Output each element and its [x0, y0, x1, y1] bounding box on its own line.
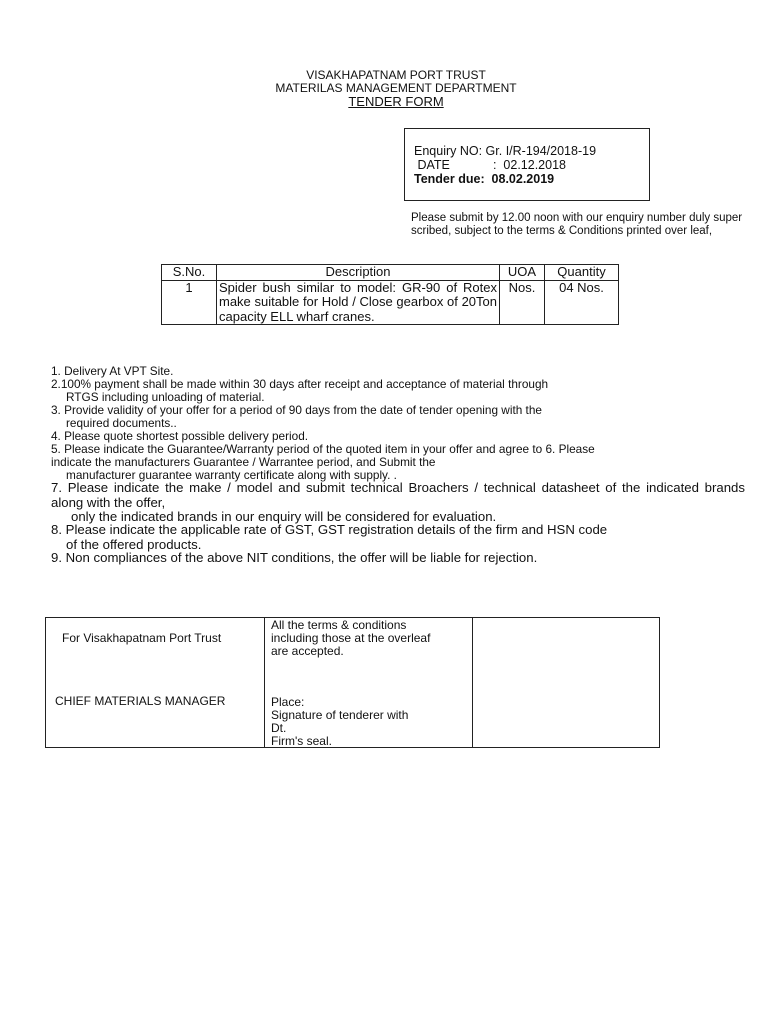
header-description: Description: [217, 265, 500, 281]
row-uoa: Nos.: [500, 280, 545, 325]
condition-5-line-1: 5. Please indicate the Guarantee/Warranty period of the quoted item in your offer and agree to 6. Please: [51, 442, 595, 456]
signature-table: [45, 617, 660, 748]
condition-5: [51, 443, 745, 483]
signature-divider-1: [264, 618, 265, 747]
header-uoa: UOA: [500, 265, 545, 281]
header-quantity: Quantity: [545, 265, 619, 281]
condition-5-line-2: indicate the manufacturers Guarantee / Warrantee period, and Submit the: [51, 455, 436, 470]
condition-3-line-1: 3. Provide validity of your offer for a period of 90 days from the date of tender opening with the: [51, 403, 542, 417]
signature-divider-2: [472, 618, 473, 747]
condition-9: 9. Non compliances of the above NIT conditions, the offer will be liable for rejection.: [51, 550, 538, 565]
condition-7: [51, 481, 745, 525]
tender-due: Tender due: 08.02.2019: [414, 172, 555, 186]
row-description: Spider bush similar to model: GR-90 of Rotex make suitable for Hold / Close gearbox of 20Ton capacity ELL wharf cranes.: [217, 280, 500, 325]
condition-2-line-1: 2.100% payment shall be made within 30 days after receipt and acceptance of material through: [51, 377, 549, 391]
row-quantity: 04 Nos.: [545, 280, 619, 325]
table-header-row: [162, 265, 619, 281]
terms-line-2: including those at the overleaf: [271, 631, 431, 645]
condition-3: [51, 404, 745, 430]
condition-4: 4. Please quote shortest possible delivery period.: [51, 429, 309, 443]
form-title: TENDER FORM: [348, 94, 444, 109]
enquiry-number: Enquiry NO: Gr. I/R-194/2018-19: [414, 144, 597, 158]
condition-2-line-2: RTGS including unloading of material.: [66, 390, 265, 405]
department-name: MATERILAS MANAGEMENT DEPARTMENT: [275, 81, 517, 95]
signature-label: Signature of tenderer with: [271, 708, 409, 722]
firm-seal-label: Firm's seal.: [271, 734, 332, 748]
terms-line-1: All the terms & conditions: [271, 618, 407, 632]
condition-7-line-2: only the indicated brands in our enquiry will be considered for evaluation.: [71, 509, 497, 524]
condition-8-line-2: of the offered products.: [66, 536, 202, 552]
org-name: VISAKHAPATNAM PORT TRUST: [306, 68, 486, 82]
enquiry-date-label: DATE: [414, 158, 450, 172]
for-port-trust: For Visakhapatnam Port Trust: [62, 631, 222, 645]
submission-note: Please submit by 12.00 noon with our enquiry number duly super scribed, subject to the terms & Conditions printed over leaf,: [411, 212, 743, 237]
condition-1: 1. Delivery At VPT Site.: [51, 364, 174, 378]
condition-8-line-1: 8. Please indicate the applicable rate of GST, GST registration details of the firm and HSN code: [51, 522, 608, 537]
chief-materials-manager: CHIEF MATERIALS MANAGER: [55, 694, 226, 708]
items-table: [161, 264, 619, 325]
table-row: [162, 280, 619, 325]
enquiry-date-value: : 02.12.2018: [493, 158, 566, 172]
condition-3-line-2: required documents..: [66, 416, 177, 431]
condition-5-line-3: manufacturer guarantee warranty certificate along with supply. .: [66, 468, 397, 483]
condition-8: [51, 523, 745, 552]
header-sno: S.No.: [162, 265, 217, 281]
row-sno: 1: [162, 280, 217, 325]
place-label: Place:: [271, 695, 305, 709]
terms-line-3: are accepted.: [271, 644, 344, 658]
condition-2: [51, 378, 745, 404]
date-label: Dt.: [271, 721, 287, 735]
condition-7-line-1: 7. Please indicate the make / model and submit technical Broachers / technical datasheet of the indicated brands along with the offer,: [51, 480, 745, 510]
